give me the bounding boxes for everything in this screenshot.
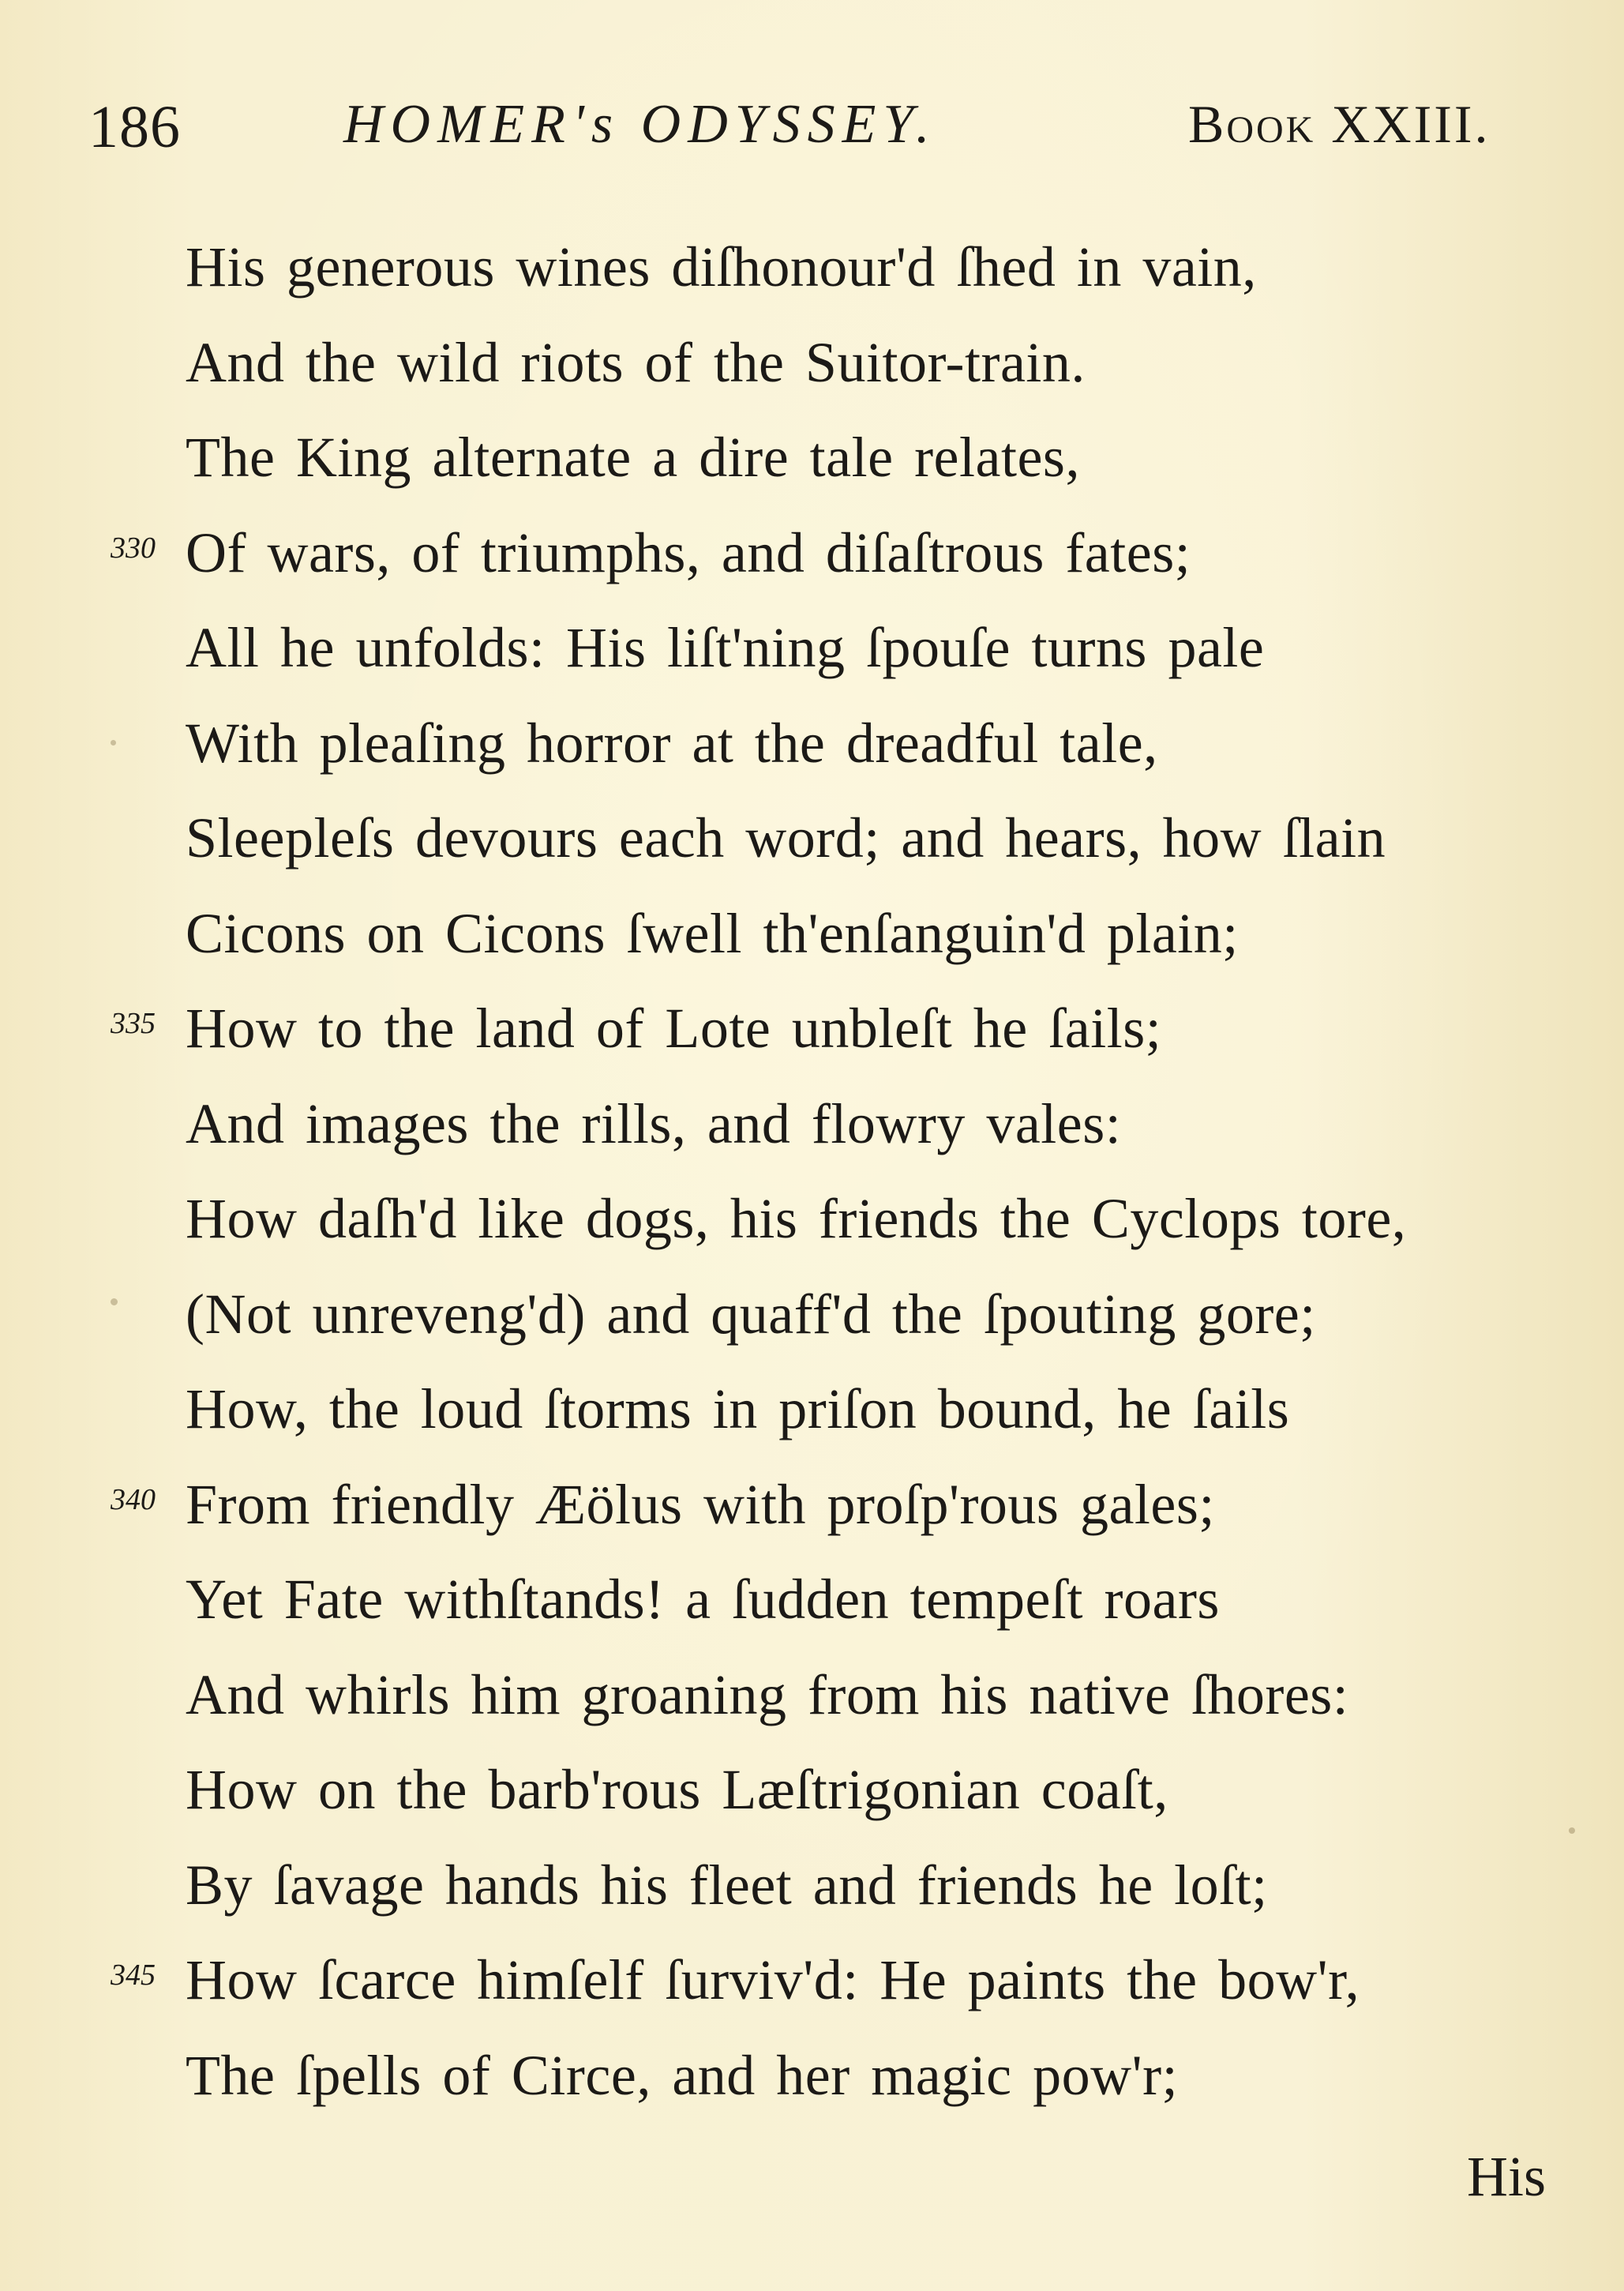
verse-line-text: From friendly Æölus with proſp'rous gales; xyxy=(186,1472,1215,1536)
verse-line xyxy=(0,981,1624,1076)
verse-line-text: The King alternate a dire tale relates, xyxy=(186,426,1080,489)
verse-line-text: How to the land of Lote unbleſt he ſails; xyxy=(186,997,1162,1060)
verse-line xyxy=(0,1932,1624,2028)
paper-speck xyxy=(111,740,116,746)
verse-line-text: With pleaſing horror at the dreadful tale, xyxy=(186,711,1158,775)
verse-line xyxy=(0,410,1624,505)
verse-line xyxy=(0,1647,1624,1743)
paper-speck xyxy=(111,1298,118,1305)
book-label: Book XXIII. xyxy=(1188,94,1491,154)
catchword: His xyxy=(1467,2145,1547,2208)
running-header xyxy=(0,93,1624,172)
verse-line xyxy=(0,1742,1624,1838)
verse-line-text: Cicons on Cicons ſwell th'enſanguin'd plain; xyxy=(186,901,1239,965)
verse-line-text: All he unfolds: His liſt'ning ſpouſe turns pale xyxy=(186,616,1265,679)
verse-line-text: How, the loud ſtorms in priſon bound, he ſails xyxy=(186,1377,1290,1440)
verse-line-text: Yet Fate withſtands! a ſudden tempeſt roars xyxy=(186,1568,1220,1631)
running-title: HOMER's ODYSSEY. xyxy=(343,94,937,155)
verse-line-text: Of wars, of triumphs, and diſaſtrous fates; xyxy=(186,520,1191,584)
verse-line xyxy=(0,1267,1624,1362)
verse-line xyxy=(0,1361,1624,1457)
verse-line xyxy=(0,1171,1624,1267)
verse-line-text: Sleepleſs devours each word; and hears, how ſlain xyxy=(186,806,1386,869)
verse-block xyxy=(0,220,1624,2123)
verse-line xyxy=(0,315,1624,411)
line-number: 345 xyxy=(111,1959,156,1992)
paper-speck xyxy=(1569,1827,1575,1834)
page-number: 186 xyxy=(88,94,181,160)
verse-line-text: How daſh'd like dogs, his friends the Cyclops tore, xyxy=(186,1187,1407,1250)
verse-line-text: His generous wines diſhonour'd ſhed in vain, xyxy=(186,235,1257,299)
verse-line xyxy=(0,886,1624,982)
verse-line xyxy=(0,505,1624,601)
verse-line xyxy=(0,1457,1624,1553)
verse-line-text: (Not unreveng'd) and quaff'd the ſpouting gore; xyxy=(186,1282,1316,1346)
line-number: 330 xyxy=(111,531,156,565)
verse-line xyxy=(0,220,1624,315)
verse-line xyxy=(0,696,1624,791)
verse-line xyxy=(0,1076,1624,1172)
verse-line-text: The ſpells of Circe, and her magic pow'r; xyxy=(186,2043,1179,2107)
line-number: 335 xyxy=(111,1007,156,1040)
line-number: 340 xyxy=(111,1482,156,1516)
verse-line-text: And the wild riots of the Suitor-train. xyxy=(186,330,1086,394)
verse-line-text: By ſavage hands his fleet and friends he loſt; xyxy=(186,1853,1268,1917)
verse-line xyxy=(0,1838,1624,1933)
verse-line xyxy=(0,2028,1624,2124)
verse-line-text: And whirls him groaning from his native ſhores: xyxy=(186,1662,1349,1726)
verse-line-text: And images the rills, and flowry vales: xyxy=(186,1091,1122,1155)
verse-line xyxy=(0,1552,1624,1647)
verse-line xyxy=(0,791,1624,886)
verse-line-text: How ſcarce himſelf ſurviv'd: He paints the bow'r, xyxy=(186,1948,1360,2011)
verse-line xyxy=(0,600,1624,696)
verse-line-text: How on the barb'rous Læſtrigonian coaſt, xyxy=(186,1758,1168,1821)
